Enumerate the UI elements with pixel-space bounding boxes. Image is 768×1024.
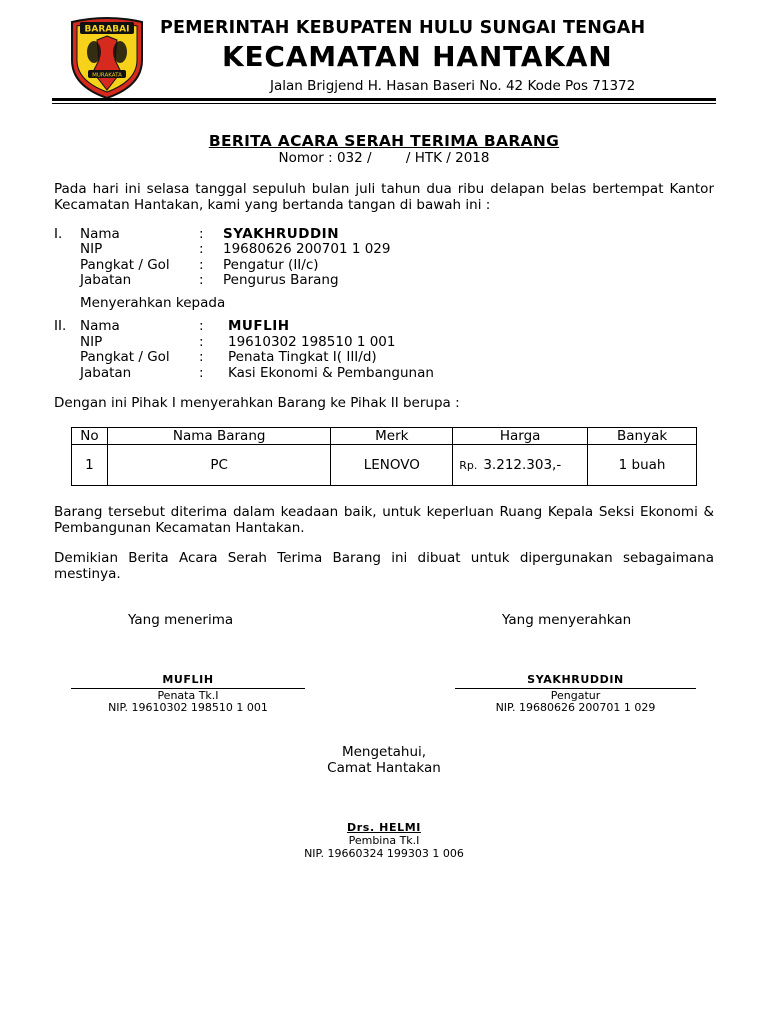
handover-text: Menyerahkan kepada: [80, 295, 226, 311]
party-one-nip-label: NIP: [80, 241, 103, 257]
party-two-position: Kasi Ekonomi & Pembangunan: [228, 365, 434, 381]
condition-paragraph: Barang tersebut diterima dalam keadaan baik, untuk keperluan Ruang Kepala Seksi Ekonomi & Pembangunan Kecamatan Hantakan.: [54, 504, 714, 536]
opening-paragraph: Pada hari ini selasa tanggal sepuluh bulan juli tahun dua ribu delapan belas bertempat Kantor Kecamatan Hantakan, kami yang bertanda tangan di bawah ini :: [54, 181, 714, 213]
giver-name: SYAKHRUDDIN: [527, 673, 624, 686]
items-table: [71, 427, 697, 486]
letterhead-rule-thick: [52, 98, 716, 101]
party-one-position: Pengurus Barang: [223, 272, 339, 288]
cell-no: 1: [72, 445, 108, 486]
acknowledged-nip: NIP. 19660324 199303 1 006: [304, 847, 464, 860]
cell-price: [453, 445, 588, 486]
acknowledged-title: Camat Hantakan: [327, 760, 441, 776]
transfer-text: Dengan ini Pihak I menyerahkan Barang ke Pihak II berupa :: [54, 395, 460, 411]
column-header-quantity: Banyak: [588, 428, 697, 445]
colon: :: [199, 365, 204, 381]
document-number: Nomor : 032 / / HTK / 2018: [278, 150, 490, 166]
currency-label: Rp.: [459, 459, 478, 472]
party-two-position-label: Jabatan: [80, 365, 132, 381]
colon: :: [199, 241, 204, 257]
table-row: [72, 445, 697, 486]
giver-nip: NIP. 19680626 200701 1 029: [495, 701, 656, 714]
colon: :: [199, 318, 204, 334]
receiver-rank: Penata Tk.I: [157, 689, 219, 702]
colon: :: [199, 349, 204, 365]
acknowledged-name: Drs. HELMI: [347, 821, 421, 834]
regency-logo: [66, 16, 148, 100]
acknowledged-rank: Pembina Tk.I: [348, 834, 420, 847]
colon: :: [199, 272, 204, 288]
cell-brand: LENOVO: [331, 445, 453, 486]
price-value: 3.212.303,-: [483, 457, 562, 473]
column-header-price: Harga: [453, 428, 588, 445]
document-title: BERITA ACARA SERAH TERIMA BARANG: [208, 132, 560, 150]
party-one-rank: Pengatur (II/c): [223, 257, 319, 273]
svg-text:BARABAI: BARABAI: [84, 24, 130, 35]
party-two-rank: Penata Tingkat I( III/d): [228, 349, 377, 365]
colon: :: [199, 334, 204, 350]
receiver-name: MUFLIH: [162, 673, 214, 686]
receiver-nip: NIP. 19610302 198510 1 001: [108, 701, 268, 714]
party-two-rank-label: Pangkat / Gol: [80, 349, 170, 365]
cell-quantity: 1 buah: [588, 445, 697, 486]
column-header-brand: Merk: [331, 428, 453, 445]
giver-caption: Yang menyerahkan: [502, 612, 632, 628]
party-two-nip-label: NIP: [80, 334, 103, 350]
column-header-item-name: Nama Barang: [107, 428, 330, 445]
giver-rank: Pengatur: [550, 689, 601, 702]
closing-paragraph: Demikian Berita Acara Serah Terima Barang ini dibuat untuk dipergunakan sebagaimana mestinya.: [54, 550, 714, 582]
party-two-name-label: Nama: [80, 318, 120, 334]
colon: :: [199, 226, 204, 242]
letterhead-rule-thin: [52, 103, 716, 104]
party-one-position-label: Jabatan: [80, 272, 132, 288]
receiver-caption: Yang menerima: [128, 612, 234, 628]
party-one-name-label: Nama: [80, 226, 120, 242]
party-two-nip: 19610302 198510 1 001: [228, 334, 396, 350]
party-one-numeral: I.: [54, 226, 63, 242]
party-one-nip: 19680626 200701 1 029: [223, 241, 391, 257]
government-heading: PEMERINTAH KEBUPATEN HULU SUNGAI TENGAH: [160, 18, 646, 38]
office-address: Jalan Brigjend H. Hasan Baseri No. 42 Kode Pos 71372: [270, 78, 636, 94]
party-two-name: MUFLIH: [228, 318, 290, 334]
party-one-rank-label: Pangkat / Gol: [80, 257, 170, 273]
office-heading: KECAMATAN HANTAKAN: [222, 40, 613, 73]
acknowledged-caption: Mengetahui,: [341, 744, 427, 760]
cell-item-name: PC: [107, 445, 330, 486]
colon: :: [199, 257, 204, 273]
table-header-row: [72, 428, 697, 445]
column-header-no: No: [72, 428, 108, 445]
party-two-numeral: II.: [54, 318, 67, 334]
svg-text:MURAKATA: MURAKATA: [92, 72, 122, 79]
party-one-name: SYAKHRUDDIN: [223, 226, 340, 242]
